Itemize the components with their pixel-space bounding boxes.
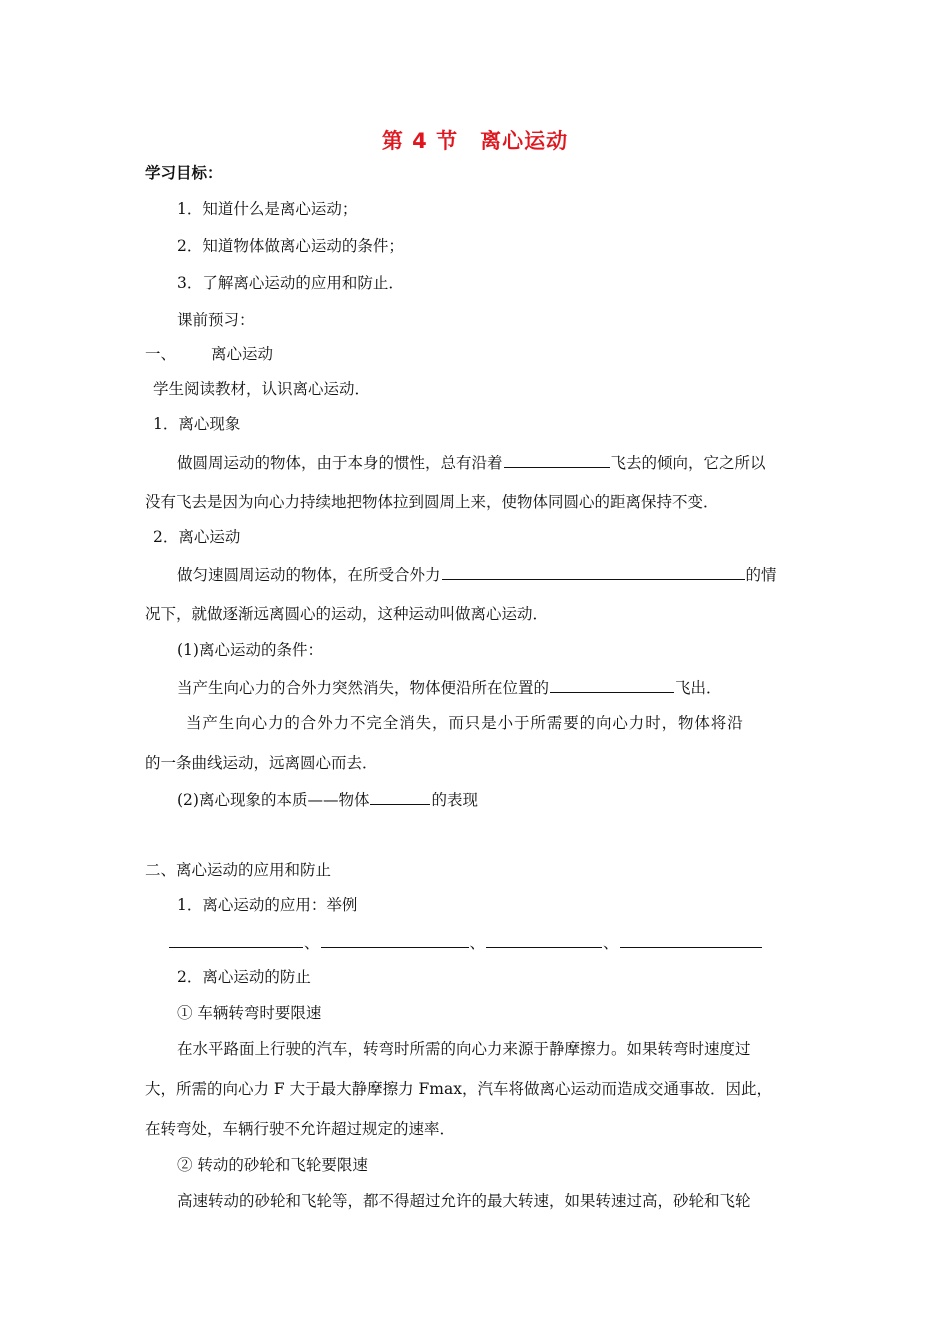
paragraph-line: 在水平路面上行驶的汽车，转弯时所需的向心力来源于静摩擦力。如果转弯时速度过 <box>177 1040 751 1058</box>
objective-item: 2．知道物体做离心运动的条件； <box>177 237 404 255</box>
fill-blank[interactable] <box>169 932 303 948</box>
paragraph-text: (2)离心现象的本质——物体 <box>177 791 370 809</box>
paragraph-line: 况下，就做逐渐远离圆心的运动，这种运动叫做离心运动． <box>145 605 549 623</box>
item-title: ① 车辆转弯时要限速 <box>177 1004 322 1022</box>
paragraph-text: 做匀速圆周运动的物体，在所受合外力 <box>177 566 441 584</box>
subsection-title: 1．离心现象 <box>153 415 241 433</box>
fill-blank[interactable] <box>370 789 430 805</box>
paragraph-text: 飞去的倾向，它之所以 <box>610 454 766 472</box>
fill-blank[interactable] <box>504 452 610 468</box>
paragraph-line: 大，所需的向心力 F 大于最大静摩擦力 Fmax，汽车将做离心运动而造成交通事故．因此， <box>145 1080 772 1098</box>
paragraph-line: 高速转动的砂轮和飞轮等，都不得超过允许的最大转速，如果转速过高，砂轮和飞轮 <box>177 1192 751 1210</box>
paragraph-text: 的情 <box>745 566 777 584</box>
paragraph-text: 的表现 <box>431 791 478 809</box>
section1-intro: 学生阅读教材，认识离心运动． <box>153 380 371 398</box>
separator: 、 <box>304 934 320 952</box>
subsection-title: 1．离心运动的应用：举例 <box>177 896 358 914</box>
paragraph-line: 当产生向心力的合外力不完全消失，而只是小于所需要的向心力时，物体将沿 <box>186 714 744 732</box>
objective-item: 3．了解离心运动的应用和防止． <box>177 274 404 292</box>
separator: 、 <box>603 934 619 952</box>
fill-blank[interactable] <box>442 564 745 580</box>
section2-title: 二、离心运动的应用和防止 <box>145 861 332 879</box>
paragraph-text: 做圆周运动的物体，由于本身的惯性，总有沿着 <box>177 454 503 472</box>
fill-blank[interactable] <box>620 932 762 948</box>
fill-blank[interactable] <box>550 677 674 693</box>
fill-blank[interactable] <box>486 932 602 948</box>
paragraph-line <box>177 789 478 810</box>
section1-number: 一、 <box>145 345 177 363</box>
paragraph-line: 在转弯处，车辆行驶不允许超过规定的速率． <box>145 1120 456 1138</box>
paragraph-text: 飞出． <box>675 679 722 697</box>
paragraph-line <box>177 677 722 698</box>
application-blanks <box>168 932 763 953</box>
objective-item: 1．知道什么是离心运动； <box>177 200 358 218</box>
paragraph-line <box>177 564 777 585</box>
section1-title: 离心运动 <box>211 345 274 363</box>
condition-title: (1)离心运动的条件： <box>177 641 323 659</box>
fill-blank[interactable] <box>321 932 469 948</box>
page-title: 第 4 节 离心运动 <box>381 129 569 153</box>
paragraph-line: 没有飞去是因为向心力持续地把物体拉到圆周上来，使物体同圆心的距离保持不变． <box>145 493 719 511</box>
paragraph-line <box>177 452 766 473</box>
item-title: ② 转动的砂轮和飞轮要限速 <box>177 1156 368 1174</box>
subsection-title: 2．离心运动的防止 <box>177 968 311 986</box>
objectives-heading: 学习目标： <box>145 164 223 182</box>
subsection-title: 2．离心运动 <box>153 528 241 546</box>
paragraph-text: 当产生向心力的合外力突然消失，物体便沿所在位置的 <box>177 679 550 697</box>
paragraph-line: 的一条曲线运动，远离圆心而去． <box>145 754 378 772</box>
preview-label: 课前预习： <box>177 311 255 329</box>
separator: 、 <box>469 934 486 952</box>
